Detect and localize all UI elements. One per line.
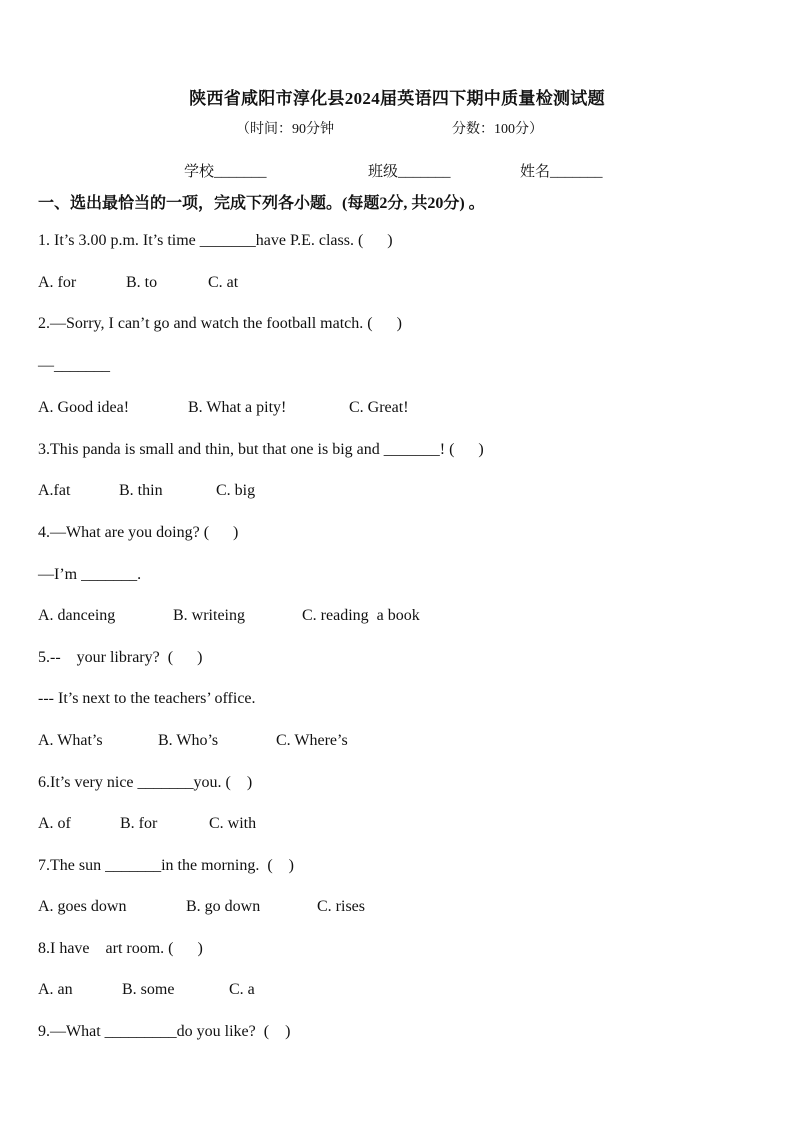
question-3-option-c: C. big bbox=[216, 482, 256, 499]
question-8-option-b: B. some bbox=[122, 981, 175, 998]
question-6-stem: 6.It’s very nice _______you. ( ) bbox=[38, 774, 253, 791]
question-3-option-b: B. thin bbox=[119, 482, 163, 499]
question-4-option-c: C. reading a book bbox=[302, 607, 420, 624]
question-1-stem: 1. It’s 3.00 p.m. It’s time _______have P.E. class. ( ) bbox=[38, 232, 393, 249]
question-2-option-a: A. Good idea! bbox=[38, 399, 130, 416]
question-7-stem: 7.The sun _______in the morning. ( ) bbox=[38, 857, 294, 874]
question-4-stem: 4.—What are you doing? ( ) bbox=[38, 524, 239, 541]
page-title: 陕西省咸阳市淳化县2024届英语四下期中质量检测试题 bbox=[189, 89, 605, 108]
question-5-option-b: B. Who’s bbox=[158, 732, 219, 749]
question-2-option-b: B. What a pity! bbox=[188, 399, 287, 416]
question-3-stem: 3.This panda is small and thin, but that one is big and _______! ( ) bbox=[38, 441, 484, 458]
question-1-option-a: A. for bbox=[38, 274, 77, 291]
question-7-option-c: C. rises bbox=[317, 898, 365, 915]
question-5-option-a: A. What’s bbox=[38, 732, 103, 749]
exam-score: 分数：100分） bbox=[452, 122, 543, 137]
question-1-option-b: B. to bbox=[126, 274, 158, 291]
question-8-stem: 8.I have art room. ( ) bbox=[38, 940, 203, 957]
question-1-option-c: C. at bbox=[208, 274, 239, 291]
question-4-option-b: B. writeing bbox=[173, 607, 245, 624]
question-7-option-b: B. go down bbox=[186, 898, 261, 915]
section-heading: 一、选出最恰当的一项，完成下列各小题。(每题2分, 共20分) 。 bbox=[38, 195, 485, 212]
question-2-reply: —_______ bbox=[38, 357, 110, 374]
question-5-option-c: C. Where’s bbox=[276, 732, 348, 749]
question-8-option-a: A. an bbox=[38, 981, 73, 998]
question-4-reply: —I’m _______. bbox=[38, 566, 142, 583]
question-9-stem: 9.—What _________do you like? ( ) bbox=[38, 1023, 291, 1040]
question-8-option-c: C. a bbox=[229, 981, 255, 998]
class-field: 班级_______ bbox=[368, 164, 451, 180]
question-2-stem: 2.—Sorry, I can’t go and watch the football match. ( ) bbox=[38, 315, 402, 332]
school-field: 学校_______ bbox=[184, 164, 267, 180]
question-2-option-c: C. Great! bbox=[349, 399, 409, 416]
question-7-option-a: A. goes down bbox=[38, 898, 127, 915]
question-3-option-a: A.fat bbox=[38, 482, 71, 499]
exam-time: （时间：90分钟 bbox=[236, 122, 334, 137]
question-6-option-a: A. of bbox=[38, 815, 71, 832]
question-6-option-b: B. for bbox=[120, 815, 158, 832]
question-5-reply: --- It’s next to the teachers’ office. bbox=[38, 690, 256, 707]
question-4-option-a: A. danceing bbox=[38, 607, 116, 624]
name-field: 姓名_______ bbox=[520, 164, 603, 180]
question-5-stem: 5.-- your library? ( ) bbox=[38, 649, 203, 666]
question-6-option-c: C. with bbox=[209, 815, 257, 832]
